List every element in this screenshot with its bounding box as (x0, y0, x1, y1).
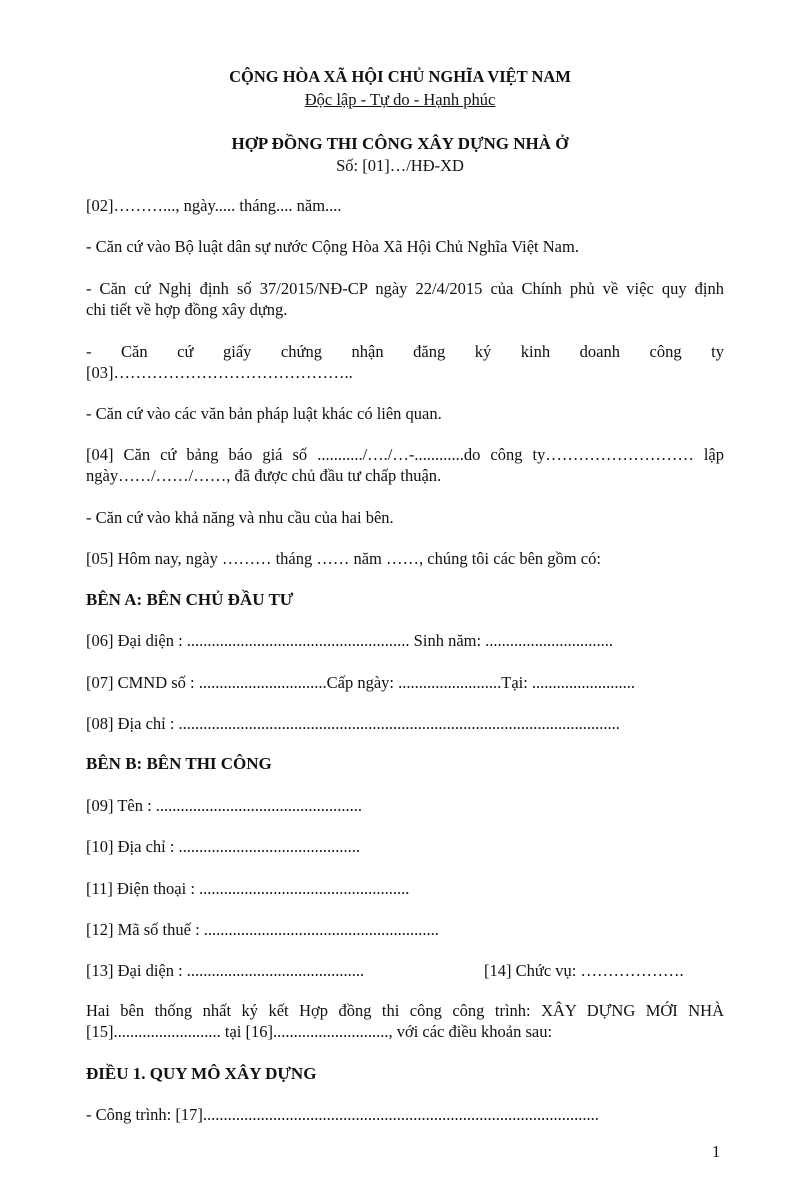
party-a-id-card: [07] CMND số : ...............................Cấp ngày: .........................Tại: ......................... (86, 673, 636, 692)
basis-license-line1: - Căn cứ giấy chứng nhận đăng ký kinh doanh công ty (86, 342, 724, 361)
date-line: [02]………..., ngày..... tháng.... năm.... (86, 196, 342, 215)
basis-quote-line2: ngày……/……/……, đã được chủ đầu tư chấp thuận. (86, 466, 442, 485)
contract-number: Số: [01]…/HĐ-XD (336, 156, 464, 175)
agreement-line1: Hai bên thống nhất ký kết Hợp đồng thi công công trình: XÂY DỰNG MỚI NHÀ (86, 1001, 724, 1020)
page-number: 1 (712, 1142, 721, 1161)
party-b-heading: BÊN B: BÊN THI CÔNG (86, 754, 272, 773)
contract-title: HỢP ĐỒNG THI CÔNG XÂY DỰNG NHÀ Ở (231, 134, 569, 153)
party-b-name: [09] Tên : .................................................. (86, 796, 363, 815)
motto-text: Độc lập - Tự do - Hạnh phúc (304, 90, 496, 109)
party-b-representative: [13] Đại diện : ........................................... (86, 961, 365, 980)
article1-heading: ĐIỀU 1. QUY MÔ XÂY DỰNG (86, 1064, 317, 1083)
basis-civil-code: - Căn cứ vào Bộ luật dân sự nước Cộng Hòa Xã Hội Chủ Nghĩa Việt Nam. (86, 237, 579, 256)
motto (0, 89, 800, 110)
party-a-address: [08] Địa chỉ : ........................................................................................................... (86, 714, 620, 733)
party-a-representative: [06] Đại diện : ...................................................... Sinh năm: ............................... (86, 631, 614, 650)
basis-decree-line1: - Căn cứ Nghị định số 37/2015/NĐ-CP ngày 22/4/2015 của Chính phủ về việc quy định (86, 279, 724, 298)
party-b-address: [10] Địa chỉ : ............................................ (86, 837, 361, 856)
party-b-tax-code: [12] Mã số thuế : ......................................................... (86, 920, 439, 939)
party-a-heading: BÊN A: BÊN CHỦ ĐẦU TƯ (86, 590, 294, 609)
basis-other-laws: - Căn cứ vào các văn bản pháp luật khác có liên quan. (86, 404, 442, 423)
basis-quote-line1: [04] Căn cứ bảng báo giá số .........../…./…-............do công ty……………………… lập (86, 445, 724, 464)
agreement-line2: [15].......................... tại [16]............................, với các điều khoản sau: (86, 1022, 553, 1041)
today-line: [05] Hôm nay, ngày ……… tháng …… năm ……, chúng tôi các bên gồm có: (86, 549, 601, 568)
basis-license-line2: [03]…………………………………….. (86, 363, 353, 382)
party-b-position: [14] Chức vụ: ………………. (484, 961, 684, 980)
basis-capacity: - Căn cứ vào khả năng và nhu cầu của hai bên. (86, 508, 394, 527)
nation-header: CỘNG HÒA XÃ HỘI CHỦ NGHĨA VIỆT NAM (229, 67, 571, 86)
article1-project: - Công trình: [17]................................................................................................ (86, 1105, 599, 1124)
party-b-phone: [11] Điện thoại : ................................................... (86, 879, 410, 898)
basis-decree-line2: chi tiết về hợp đồng xây dựng. (86, 300, 288, 319)
